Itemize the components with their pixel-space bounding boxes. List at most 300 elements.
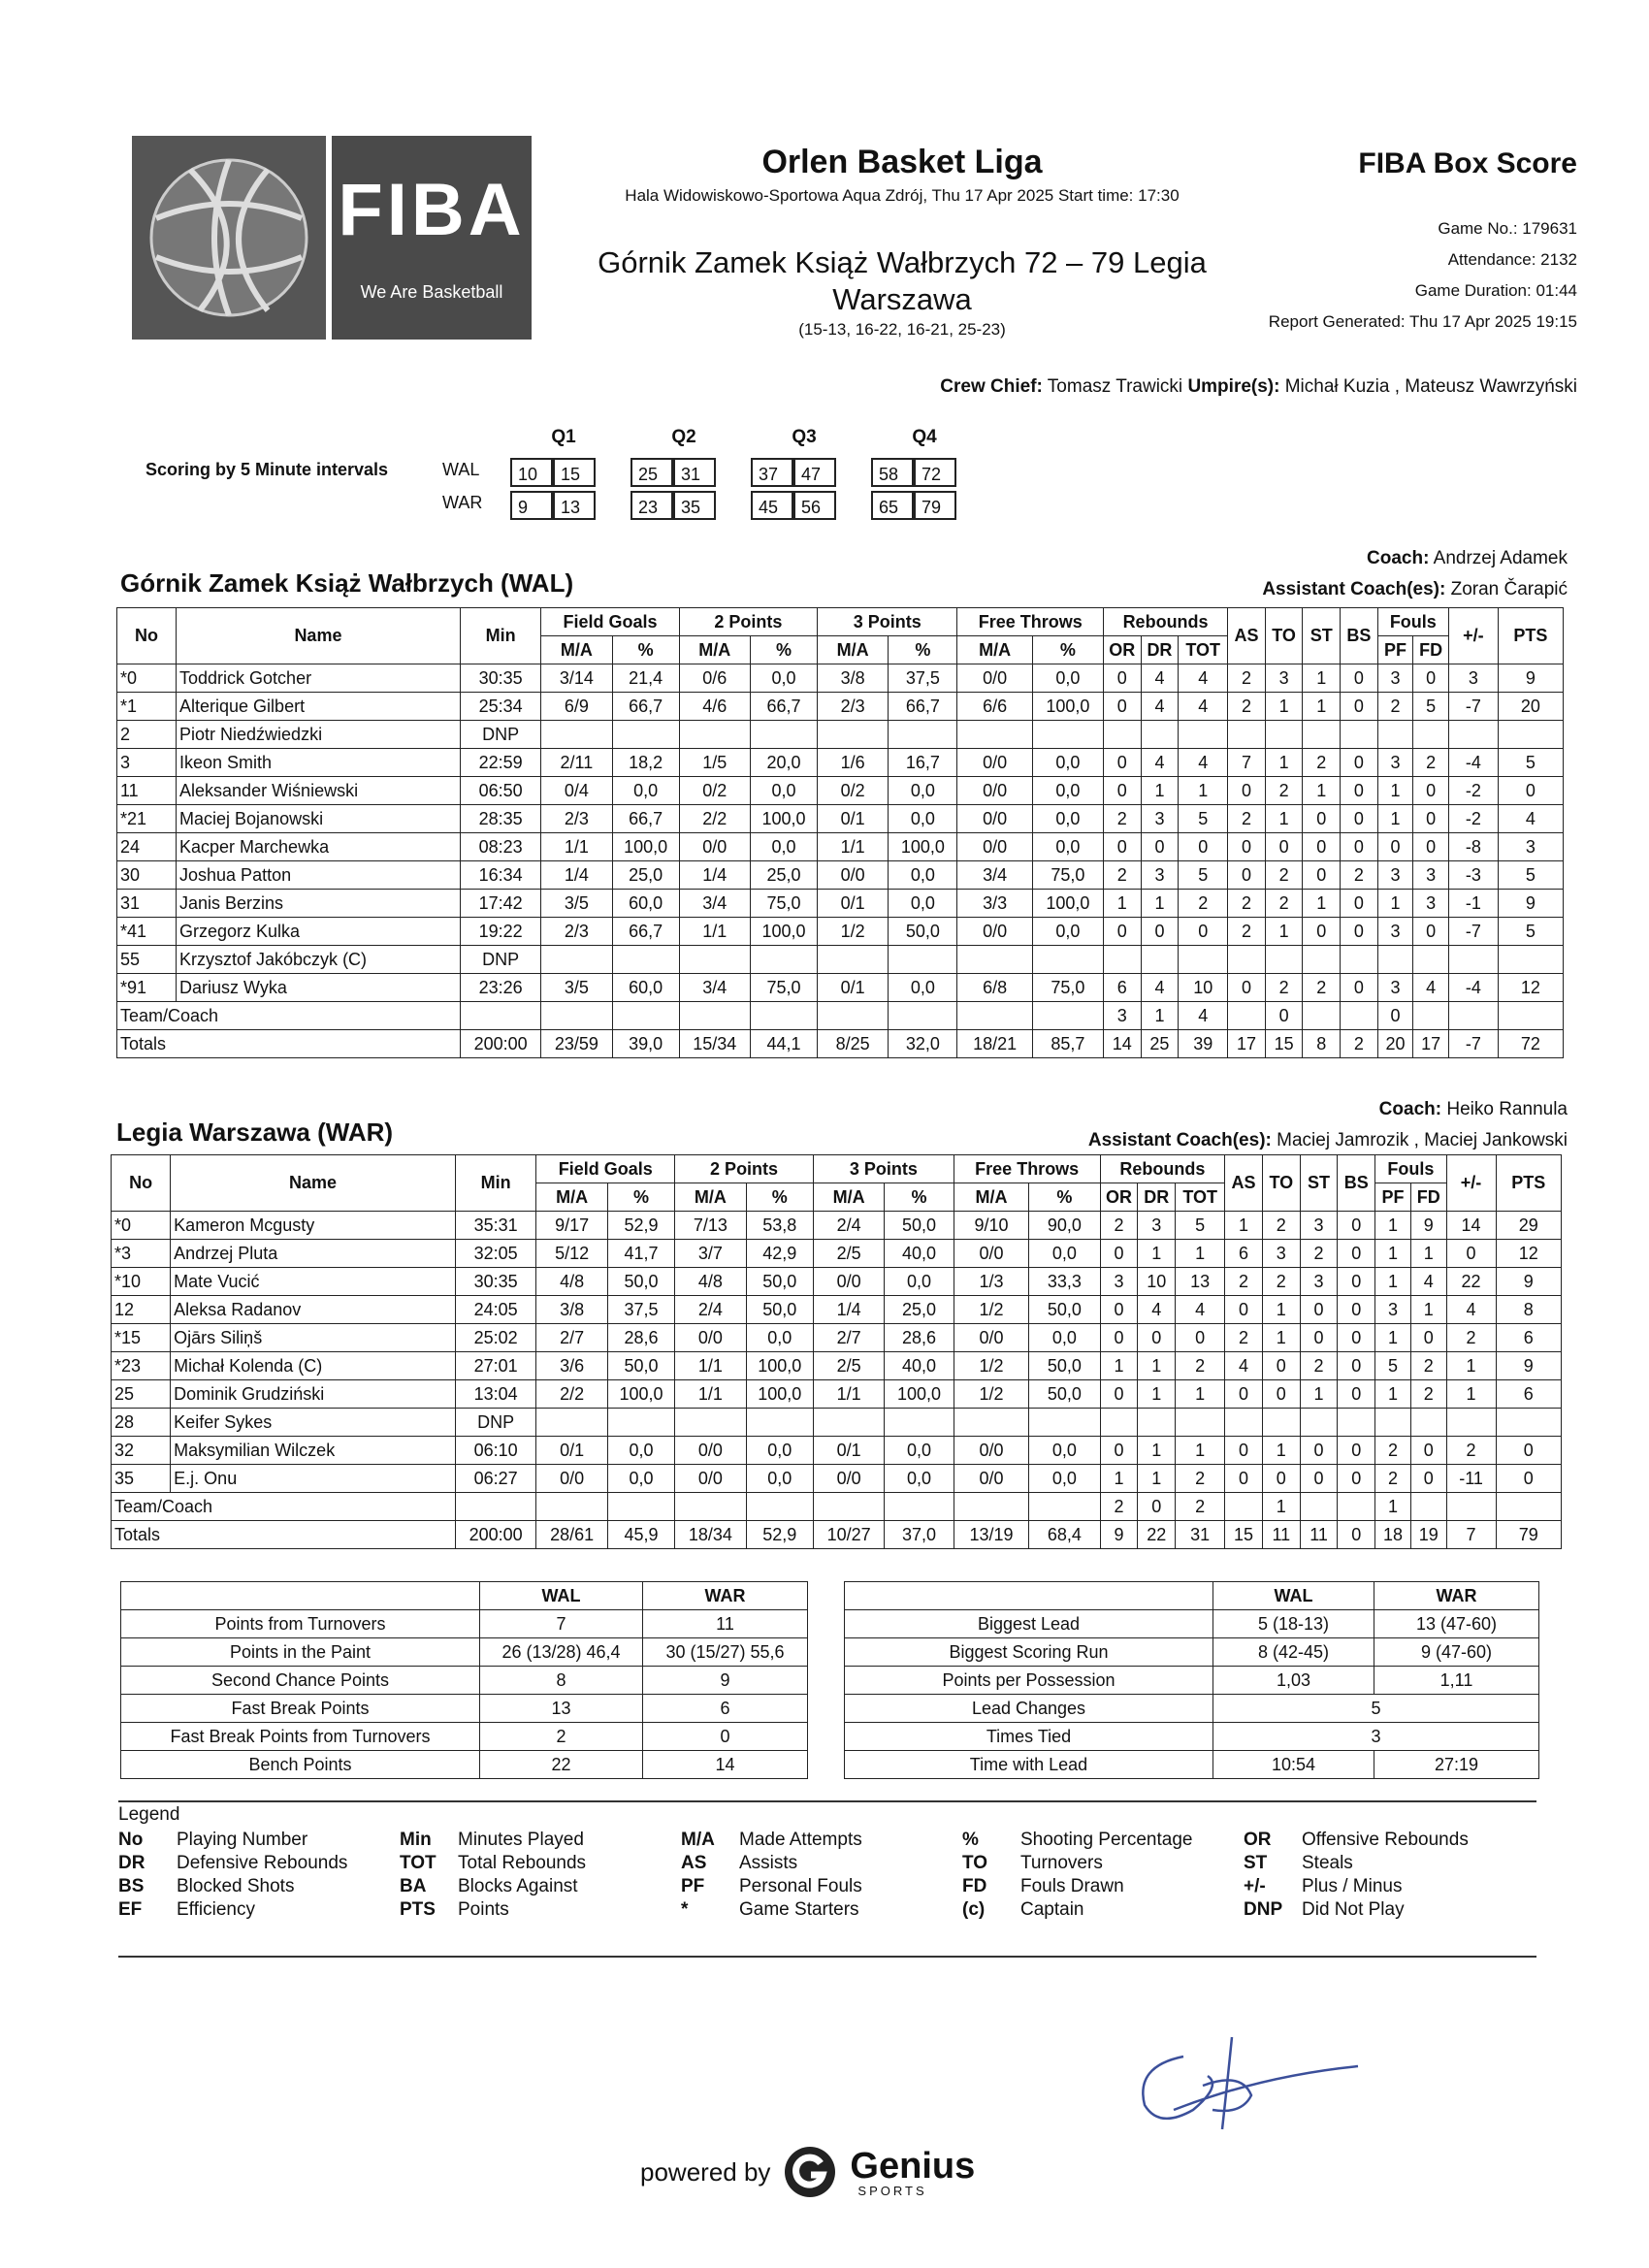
player-number: *10 bbox=[112, 1268, 171, 1296]
player-name: Joshua Patton bbox=[177, 861, 461, 890]
stat-cell: 0 bbox=[1338, 1268, 1375, 1296]
stat-cell: 6 bbox=[1103, 974, 1141, 1002]
stat-cell: 100,0 bbox=[746, 1380, 813, 1409]
stat-cell bbox=[541, 946, 612, 974]
venue-line: Hala Widowiskowo-Sportowa Aqua Zdrój, Thu 17 Apr 2025 Start time: 17:30 bbox=[625, 186, 1180, 205]
totals-cell: 20 bbox=[1377, 1030, 1413, 1058]
stat-cell: 3 bbox=[1413, 890, 1449, 918]
stat-cell: 1 bbox=[1375, 1212, 1411, 1240]
stat-cell: 66,7 bbox=[612, 693, 679, 721]
logo-tagline: We Are Basketball bbox=[360, 281, 503, 302]
stat-cell: 25,0 bbox=[885, 1296, 954, 1324]
col-free-throws: Free Throws bbox=[954, 1155, 1100, 1183]
stat-cell: 1 bbox=[1446, 1380, 1496, 1409]
legend-abbr: FD bbox=[962, 1876, 987, 1896]
stats-label: Lead Changes bbox=[845, 1695, 1213, 1723]
stat-cell: 20 bbox=[1498, 693, 1563, 721]
stat-cell: 66,7 bbox=[612, 918, 679, 946]
col-tot: TOT bbox=[1179, 636, 1228, 664]
player-row bbox=[112, 1352, 1562, 1380]
stat-cell: 06:27 bbox=[455, 1465, 536, 1493]
stat-cell: 2 bbox=[1446, 1324, 1496, 1352]
stat-cell: 0 bbox=[1141, 833, 1179, 861]
stats-label: Points from Turnovers bbox=[121, 1610, 480, 1638]
stats-col-war: WAR bbox=[1374, 1582, 1539, 1610]
stat-cell: 100,0 bbox=[1032, 890, 1103, 918]
stats-value: 1,03 bbox=[1213, 1667, 1374, 1695]
stats-value: 13 bbox=[480, 1695, 643, 1723]
stat-cell: 0 bbox=[1225, 1380, 1263, 1409]
stat-cell bbox=[957, 1002, 1032, 1030]
stat-cell: 27:01 bbox=[455, 1352, 536, 1380]
stat-cell: 1/6 bbox=[818, 749, 889, 777]
stat-cell: 0 bbox=[1103, 777, 1141, 805]
player-name: Dariusz Wyka bbox=[177, 974, 461, 1002]
legend-abbr: No bbox=[118, 1830, 144, 1850]
stat-cell: 0 bbox=[1100, 1240, 1138, 1268]
stat-cell bbox=[679, 946, 750, 974]
stat-cell: 0/0 bbox=[957, 918, 1032, 946]
stat-cell: 3/4 bbox=[957, 861, 1032, 890]
stat-cell: 50,0 bbox=[607, 1352, 674, 1380]
stat-cell: 0/1 bbox=[813, 1437, 884, 1465]
stat-cell: 3 bbox=[1377, 974, 1413, 1002]
stat-cell: 100,0 bbox=[885, 1380, 954, 1409]
stat-cell: 2/5 bbox=[813, 1240, 884, 1268]
stat-cell: 0 bbox=[1179, 918, 1228, 946]
player-number: 11 bbox=[117, 777, 177, 805]
referee-signature bbox=[1116, 2018, 1368, 2134]
player-number: *3 bbox=[112, 1240, 171, 1268]
interval-label: Scoring by 5 Minute intervals bbox=[146, 460, 389, 479]
stat-cell bbox=[889, 946, 957, 974]
stat-cell: 75,0 bbox=[1032, 861, 1103, 890]
totals-cell: 17 bbox=[1228, 1030, 1266, 1058]
stat-cell: 0 bbox=[1496, 1437, 1561, 1465]
stat-cell: 0,0 bbox=[1032, 749, 1103, 777]
player-number: 28 bbox=[112, 1409, 171, 1437]
legend-abbr: BA bbox=[400, 1876, 427, 1896]
stat-cell bbox=[1225, 1409, 1263, 1437]
stat-cell: 33,3 bbox=[1029, 1268, 1100, 1296]
stat-cell: 3/14 bbox=[541, 664, 612, 693]
legend-desc: Turnovers bbox=[1020, 1853, 1103, 1873]
stat-cell: 1 bbox=[1179, 777, 1228, 805]
stat-cell: 0,0 bbox=[1029, 1437, 1100, 1465]
stat-cell bbox=[885, 1409, 954, 1437]
stat-cell: 1 bbox=[1141, 777, 1179, 805]
player-row bbox=[117, 664, 1564, 693]
stat-cell bbox=[607, 1409, 674, 1437]
coach-name: Heiko Rannula bbox=[1446, 1099, 1568, 1119]
stat-cell bbox=[1179, 721, 1228, 749]
stats-value: 8 (42-45) bbox=[1213, 1638, 1374, 1667]
stat-cell: DNP bbox=[460, 721, 540, 749]
player-name: Grzegorz Kulka bbox=[177, 918, 461, 946]
stat-cell: 2 bbox=[1410, 1352, 1446, 1380]
legend-abbr: PF bbox=[681, 1876, 705, 1896]
header-row bbox=[117, 608, 1564, 636]
stat-cell: 2 bbox=[1303, 974, 1341, 1002]
player-name: Dominik Grudziński bbox=[171, 1380, 456, 1409]
totals-cell: 25 bbox=[1141, 1030, 1179, 1058]
stat-cell: 0 bbox=[1176, 1324, 1225, 1352]
stat-cell: 2/3 bbox=[541, 805, 612, 833]
totals-cell: 9 bbox=[1100, 1521, 1138, 1549]
stat-cell: -7 bbox=[1448, 693, 1498, 721]
col-ma: M/A bbox=[536, 1183, 607, 1212]
stat-cell: 0 bbox=[1341, 693, 1378, 721]
stat-cell: 0 bbox=[1141, 918, 1179, 946]
stat-cell: 9/17 bbox=[536, 1212, 607, 1240]
stat-cell: 1/1 bbox=[675, 1380, 746, 1409]
stat-cell: 0,0 bbox=[1029, 1324, 1100, 1352]
stat-cell: 4 bbox=[1141, 693, 1179, 721]
stat-cell: 1 bbox=[1265, 749, 1303, 777]
stat-cell: 2 bbox=[1228, 918, 1266, 946]
stat-cell: 14 bbox=[1446, 1212, 1496, 1240]
stat-cell: 2 bbox=[1265, 890, 1303, 918]
stat-cell bbox=[460, 1002, 540, 1030]
stat-cell: 1 bbox=[1138, 1352, 1176, 1380]
team-wal-coaches bbox=[970, 543, 1568, 605]
stat-cell bbox=[612, 946, 679, 974]
coach-label: Coach: bbox=[1378, 1099, 1442, 1119]
player-name: Alterique Gilbert bbox=[177, 693, 461, 721]
legend-desc: Defensive Rebounds bbox=[177, 1853, 348, 1873]
player-name: Mate Vucić bbox=[171, 1268, 456, 1296]
stat-cell: 4 bbox=[1141, 974, 1179, 1002]
stat-cell bbox=[679, 721, 750, 749]
stat-cell: 3 bbox=[1100, 1268, 1138, 1296]
player-name: Aleksa Radanov bbox=[171, 1296, 456, 1324]
stat-cell: 4 bbox=[1225, 1352, 1263, 1380]
game-meta bbox=[1164, 213, 1577, 338]
stat-cell: 3/3 bbox=[957, 890, 1032, 918]
stat-cell: 6 bbox=[1225, 1240, 1263, 1268]
stat-cell: 13 bbox=[1176, 1268, 1225, 1296]
stat-cell: 42,9 bbox=[746, 1240, 813, 1268]
stat-cell: 3/8 bbox=[818, 664, 889, 693]
box-score-table-war bbox=[111, 1154, 1562, 1549]
stat-cell: 0,0 bbox=[885, 1465, 954, 1493]
legend-title: Legend bbox=[118, 1804, 180, 1825]
interval-score-cell: 37 bbox=[751, 458, 793, 487]
totals-cell: 15/34 bbox=[679, 1030, 750, 1058]
stat-cell: 3 bbox=[1377, 664, 1413, 693]
team-coach-label: Team/Coach bbox=[112, 1493, 456, 1521]
stat-cell: DNP bbox=[455, 1409, 536, 1437]
stat-cell: 0 bbox=[1103, 749, 1141, 777]
legend-desc: Offensive Rebounds bbox=[1302, 1830, 1469, 1850]
assistant-name: Zoran Čarapić bbox=[1450, 579, 1568, 599]
stats-row bbox=[121, 1695, 808, 1723]
stat-cell: 9 bbox=[1496, 1352, 1561, 1380]
stat-cell: 0 bbox=[1103, 693, 1141, 721]
stat-cell: 3/6 bbox=[536, 1352, 607, 1380]
powered-by bbox=[640, 2144, 975, 2200]
totals-cell: 13/19 bbox=[954, 1521, 1029, 1549]
stat-cell: 2/11 bbox=[541, 749, 612, 777]
player-row bbox=[117, 693, 1564, 721]
stat-cell bbox=[746, 1409, 813, 1437]
quarter-scores: (15-13, 16-22, 16-21, 25-23) bbox=[798, 320, 1006, 339]
stats-value: 8 bbox=[480, 1667, 643, 1695]
stat-cell: 1 bbox=[1141, 890, 1179, 918]
totals-cell: 17 bbox=[1413, 1030, 1449, 1058]
stat-cell: 24:05 bbox=[455, 1296, 536, 1324]
stats-header bbox=[845, 1582, 1539, 1610]
stat-cell: 9 bbox=[1498, 664, 1563, 693]
stat-cell: 28:35 bbox=[460, 805, 540, 833]
stat-cell: 5 bbox=[1179, 805, 1228, 833]
stat-cell bbox=[746, 1493, 813, 1521]
stats-value: 3 bbox=[1213, 1723, 1539, 1751]
stat-cell: 0 bbox=[1300, 1296, 1338, 1324]
col-fouls: Fouls bbox=[1377, 608, 1448, 636]
stat-cell: 4 bbox=[1176, 1296, 1225, 1324]
stat-cell: 9 bbox=[1410, 1212, 1446, 1240]
stat-cell: 2 bbox=[1262, 1268, 1300, 1296]
stat-cell: 2/4 bbox=[813, 1212, 884, 1240]
matchup-line2: Warszawa bbox=[832, 282, 972, 316]
stats-value: 6 bbox=[643, 1695, 808, 1723]
stat-cell bbox=[1496, 1409, 1561, 1437]
stat-cell bbox=[1032, 946, 1103, 974]
legend-divider-bottom bbox=[118, 1956, 1536, 1958]
totals-cell: 37,0 bbox=[885, 1521, 954, 1549]
stat-cell bbox=[1338, 1409, 1375, 1437]
stats-value: 10:54 bbox=[1213, 1751, 1374, 1779]
stats-value: 30 (15/27) 55,6 bbox=[643, 1638, 808, 1667]
stat-cell: 0/0 bbox=[813, 1268, 884, 1296]
stat-cell: 16,7 bbox=[889, 749, 957, 777]
assistant-label: Assistant Coach(es): bbox=[1087, 1130, 1272, 1150]
stat-cell: 1 bbox=[1303, 777, 1341, 805]
stat-cell: 0 bbox=[1410, 1437, 1446, 1465]
stat-cell: 0/0 bbox=[954, 1324, 1029, 1352]
stat-cell: 1 bbox=[1265, 918, 1303, 946]
stat-cell bbox=[675, 1409, 746, 1437]
stat-cell: 2 bbox=[1228, 664, 1266, 693]
team-dr: 0 bbox=[1138, 1493, 1176, 1521]
header-row bbox=[112, 1155, 1562, 1183]
stat-cell: 0 bbox=[1377, 833, 1413, 861]
team-coach-label: Team/Coach bbox=[117, 1002, 461, 1030]
stat-cell: 66,7 bbox=[612, 805, 679, 833]
stat-cell: 0 bbox=[1338, 1212, 1375, 1240]
stat-cell bbox=[1138, 1409, 1176, 1437]
stats-row bbox=[121, 1638, 808, 1667]
col-plus-minus: +/- bbox=[1446, 1155, 1496, 1212]
stat-cell bbox=[679, 1002, 750, 1030]
stats-value: 14 bbox=[643, 1751, 808, 1779]
legend-desc: Made Attempts bbox=[739, 1830, 862, 1850]
stat-cell: 0 bbox=[1100, 1324, 1138, 1352]
stat-cell: 25,0 bbox=[612, 861, 679, 890]
stat-cell: 50,0 bbox=[1029, 1380, 1100, 1409]
totals-cell: 10/27 bbox=[813, 1521, 884, 1549]
stat-cell: 3/4 bbox=[679, 890, 750, 918]
stat-cell: 0 bbox=[1303, 833, 1341, 861]
stat-cell: 0,0 bbox=[746, 1465, 813, 1493]
stats-value: 5 bbox=[1213, 1695, 1539, 1723]
player-row bbox=[117, 890, 1564, 918]
stat-cell bbox=[1141, 721, 1179, 749]
stat-cell: 0,0 bbox=[889, 777, 957, 805]
stat-cell bbox=[1498, 946, 1563, 974]
stat-cell: 1 bbox=[1303, 664, 1341, 693]
player-number: *1 bbox=[117, 693, 177, 721]
totals-cell: 15 bbox=[1265, 1030, 1303, 1058]
interval-table bbox=[442, 427, 986, 534]
stat-cell: -2 bbox=[1448, 777, 1498, 805]
legend-abbr: DNP bbox=[1244, 1899, 1283, 1920]
stat-cell: 0 bbox=[1300, 1324, 1338, 1352]
player-name: Maciej Bojanowski bbox=[177, 805, 461, 833]
stat-cell bbox=[612, 1002, 679, 1030]
col-st: ST bbox=[1300, 1155, 1338, 1212]
stat-cell bbox=[1228, 946, 1266, 974]
stat-cell: 4 bbox=[1179, 693, 1228, 721]
interval-score-cell: 9 bbox=[510, 491, 553, 520]
player-name: Ikeon Smith bbox=[177, 749, 461, 777]
stat-cell: 19:22 bbox=[460, 918, 540, 946]
stat-cell: 0 bbox=[1100, 1380, 1138, 1409]
stat-cell: 3 bbox=[1377, 861, 1413, 890]
stat-cell: 9/10 bbox=[954, 1212, 1029, 1240]
col-pf: PF bbox=[1377, 636, 1413, 664]
player-row bbox=[112, 1437, 1562, 1465]
stat-cell: 0/0 bbox=[813, 1465, 884, 1493]
stat-cell: 30:35 bbox=[455, 1268, 536, 1296]
stat-cell: 6 bbox=[1496, 1380, 1561, 1409]
stat-cell: 0,0 bbox=[889, 861, 957, 890]
stat-cell bbox=[1103, 946, 1141, 974]
totals-cell: 18/21 bbox=[957, 1030, 1032, 1058]
col-as: AS bbox=[1228, 608, 1266, 664]
stat-cell bbox=[1377, 721, 1413, 749]
stat-cell: 2 bbox=[1300, 1240, 1338, 1268]
stat-cell: 0 bbox=[1103, 664, 1141, 693]
stat-cell: 06:10 bbox=[455, 1437, 536, 1465]
stat-cell: 2 bbox=[1228, 805, 1266, 833]
totals-label: Totals bbox=[117, 1030, 461, 1058]
stat-cell: 1 bbox=[1262, 1324, 1300, 1352]
matchup bbox=[582, 244, 1222, 318]
umpires: Michał Kuzia , Mateusz Wawrzyński bbox=[1284, 376, 1577, 397]
basketball-icon bbox=[132, 136, 326, 340]
interval-score-cell: 31 bbox=[673, 458, 716, 487]
stat-cell: 0,0 bbox=[889, 974, 957, 1002]
stat-cell bbox=[1341, 1002, 1378, 1030]
stat-cell: 0/1 bbox=[818, 890, 889, 918]
stat-cell: 1 bbox=[1375, 1240, 1411, 1268]
stat-cell: 0 bbox=[1338, 1296, 1375, 1324]
stat-cell: 1/2 bbox=[954, 1352, 1029, 1380]
stat-cell: 5 bbox=[1176, 1212, 1225, 1240]
stat-cell: 2/7 bbox=[536, 1324, 607, 1352]
team-stats-right bbox=[844, 1581, 1539, 1779]
stat-cell: 0,0 bbox=[746, 1324, 813, 1352]
stat-cell: 1 bbox=[1265, 693, 1303, 721]
stat-cell: 0/0 bbox=[818, 861, 889, 890]
player-number: *21 bbox=[117, 805, 177, 833]
col-ma: M/A bbox=[954, 1183, 1029, 1212]
col-fd: FD bbox=[1413, 636, 1449, 664]
stats-label: Biggest Scoring Run bbox=[845, 1638, 1213, 1667]
totals-row bbox=[112, 1521, 1562, 1549]
legend-desc: Efficiency bbox=[177, 1899, 255, 1920]
stat-cell: 1/4 bbox=[679, 861, 750, 890]
stat-cell bbox=[1377, 946, 1413, 974]
col-bs: BS bbox=[1341, 608, 1378, 664]
totals-cell: 8/25 bbox=[818, 1030, 889, 1058]
stat-cell bbox=[1413, 1002, 1449, 1030]
stat-cell: 3/5 bbox=[541, 890, 612, 918]
stat-cell: 90,0 bbox=[1029, 1212, 1100, 1240]
totals-cell: 11 bbox=[1262, 1521, 1300, 1549]
stat-cell bbox=[1303, 1002, 1341, 1030]
stat-cell: 0/2 bbox=[818, 777, 889, 805]
crew-chief-label: Crew Chief: bbox=[940, 376, 1043, 397]
stat-cell: 40,0 bbox=[885, 1240, 954, 1268]
stat-cell bbox=[1341, 946, 1378, 974]
player-name: Ojārs Siliņš bbox=[171, 1324, 456, 1352]
stat-cell: 0,0 bbox=[1029, 1465, 1100, 1493]
stat-cell: 0 bbox=[1498, 777, 1563, 805]
stat-cell: 4/8 bbox=[536, 1268, 607, 1296]
stats-row bbox=[121, 1610, 808, 1638]
legend-desc: Steals bbox=[1302, 1853, 1353, 1873]
stat-cell: 1 bbox=[1303, 693, 1341, 721]
stat-cell: 3/4 bbox=[679, 974, 750, 1002]
col-ma: M/A bbox=[957, 636, 1032, 664]
stat-cell: 1 bbox=[1176, 1240, 1225, 1268]
stat-cell bbox=[612, 721, 679, 749]
stat-cell bbox=[455, 1493, 536, 1521]
totals-cell: 7 bbox=[1446, 1521, 1496, 1549]
stat-cell: 0,0 bbox=[607, 1437, 674, 1465]
stats-value: 26 (13/28) 46,4 bbox=[480, 1638, 643, 1667]
stat-cell bbox=[1303, 946, 1341, 974]
game-duration: Game Duration: 01:44 bbox=[1414, 281, 1577, 300]
totals-cell: 15 bbox=[1225, 1521, 1263, 1549]
col-fouls: Fouls bbox=[1375, 1155, 1446, 1183]
stat-cell: 1 bbox=[1410, 1296, 1446, 1324]
stat-cell: 5/12 bbox=[536, 1240, 607, 1268]
player-number: 2 bbox=[117, 721, 177, 749]
stat-cell: 4 bbox=[1413, 974, 1449, 1002]
stat-cell: 7/13 bbox=[675, 1212, 746, 1240]
stat-cell: 3 bbox=[1377, 749, 1413, 777]
stat-cell: -4 bbox=[1448, 749, 1498, 777]
stats-row bbox=[845, 1695, 1539, 1723]
stat-cell: 1/4 bbox=[541, 861, 612, 890]
legend-desc: Shooting Percentage bbox=[1020, 1830, 1193, 1850]
stats-value: 13 (47-60) bbox=[1374, 1610, 1539, 1638]
stat-cell: 06:50 bbox=[460, 777, 540, 805]
stat-cell bbox=[1410, 1493, 1446, 1521]
stat-cell: 0/0 bbox=[536, 1465, 607, 1493]
stat-cell: 0/0 bbox=[957, 833, 1032, 861]
col-ma: M/A bbox=[541, 636, 612, 664]
stat-cell: 0,0 bbox=[889, 805, 957, 833]
stat-cell: 0 bbox=[1225, 1437, 1263, 1465]
stat-cell: 3 bbox=[1448, 664, 1498, 693]
stats-row bbox=[845, 1723, 1539, 1751]
stat-cell: 1/2 bbox=[818, 918, 889, 946]
